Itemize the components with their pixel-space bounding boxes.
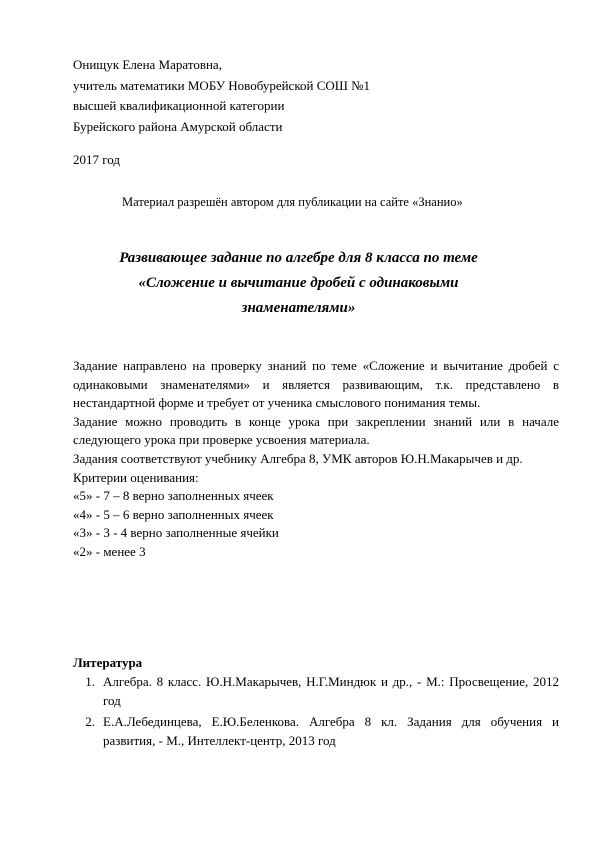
literature-item-number: 1. — [85, 674, 95, 689]
author-region: Бурейского района Амурской области — [73, 118, 283, 134]
criteria-item: «2» - менее 3 — [73, 543, 146, 559]
literature-heading: Литература — [73, 655, 143, 670]
criteria-item: «4» - 5 – 6 верно заполненных ячеек — [73, 506, 274, 522]
description-paragraph: Задание можно проводить в конце урока при закреплении знаний или в начале следующего урока при проверке усвоения материала. — [73, 413, 559, 448]
criteria-item: «3» - 3 - 4 верно заполненные ячейки — [73, 525, 279, 541]
description-section — [73, 357, 559, 562]
title-line: знаменателями» — [241, 300, 356, 316]
literature-item — [73, 713, 559, 750]
author-block — [73, 55, 533, 137]
document-title — [80, 246, 517, 321]
description-paragraph: Задание направлено на проверку знаний по теме «Сложение и вычитание дробей с одинаковыми знаменателями» и является развивающим, т.к. представлено в нестандартной форме и требует от ученика смыслового понимания темы. — [73, 358, 559, 411]
literature-item — [73, 673, 559, 710]
publication-permission: Материал разрешён автором для публикации на сайте «Знанио» — [122, 195, 463, 209]
title-line: Развивающее задание по алгебре для 8 класса по теме — [119, 250, 478, 266]
literature-item-text: Е.А.Лебединцева, Е.Ю.Беленкова. Алгебра 8 кл. Задания для обучения и развития, - М., Интеллект-центр, 2013 год — [103, 714, 559, 748]
title-line: «Сложение и вычитание дробей с одинаковыми — [138, 275, 459, 291]
criteria-item: «5» - 7 – 8 верно заполненных ячеек — [73, 488, 274, 504]
author-position: учитель математики МОБУ Новобурейской СОШ №1 — [73, 77, 371, 93]
document-year: 2017 год — [73, 152, 120, 167]
literature-item-number: 2. — [85, 714, 95, 730]
literature-list — [73, 673, 559, 753]
author-category: высшей квалификационной категории — [73, 98, 285, 113]
literature-item-text: Алгебра. 8 класс. Ю.Н.Макарычев, Н.Г.Миндюк и др., - М.: Просвещение, 2012 год — [103, 674, 559, 708]
description-paragraph: Задания соответствуют учебнику Алгебра 8, УМК авторов Ю.Н.Макарычев и др. — [73, 450, 523, 466]
author-name: Онищук Елена Маратовна, — [73, 57, 222, 72]
criteria-heading: Критерии оценивания: — [73, 469, 199, 485]
